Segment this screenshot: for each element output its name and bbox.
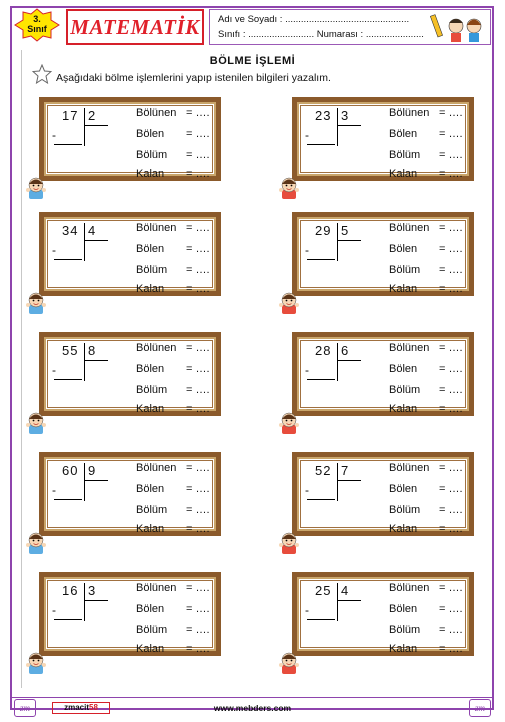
dividend-label: Bölünen xyxy=(389,462,430,474)
dividend-blank[interactable]: = …. xyxy=(186,342,210,354)
dividend-blank[interactable]: = …. xyxy=(186,462,210,474)
problem-card xyxy=(292,332,474,416)
quotient-blank[interactable]: = …. xyxy=(439,384,463,396)
dividend-blank[interactable]: = …. xyxy=(439,222,463,234)
remainder-blank[interactable]: = …. xyxy=(439,523,463,535)
name-line: Adı ve Soyadı : ............................................... xyxy=(218,14,410,25)
divisor-number: 4 xyxy=(88,223,96,238)
subtraction-line xyxy=(54,259,82,260)
divisor-blank[interactable]: = …. xyxy=(186,243,210,255)
division-bracket-horizontal xyxy=(84,240,108,241)
division-bracket-horizontal xyxy=(337,240,361,241)
division-bracket-vertical xyxy=(337,343,338,381)
divisor-label: Bölen xyxy=(389,243,418,255)
child-cartoon-icon xyxy=(25,175,47,199)
quotient-blank[interactable]: = …. xyxy=(186,384,210,396)
child-cartoon-icon xyxy=(278,410,300,434)
problem-card xyxy=(292,572,474,656)
divisor-number: 3 xyxy=(341,108,349,123)
quotient-label: Bölüm xyxy=(389,149,421,161)
child-cartoon-icon xyxy=(278,650,300,674)
division-bracket-horizontal xyxy=(84,480,108,481)
dividend-number: 55 xyxy=(62,343,79,358)
problem-card xyxy=(292,452,474,536)
division-bracket-vertical xyxy=(84,223,85,261)
divisor-number: 4 xyxy=(341,583,349,598)
problem-card xyxy=(292,212,474,296)
child-cartoon-icon xyxy=(278,530,300,554)
divisor-blank[interactable]: = …. xyxy=(439,483,463,495)
quotient-label: Bölüm xyxy=(389,264,421,276)
division-bracket-vertical xyxy=(84,108,85,146)
dividend-number: 34 xyxy=(62,223,79,238)
margin-line xyxy=(21,50,22,688)
dividend-label: Bölünen xyxy=(389,107,430,119)
quotient-label: Bölüm xyxy=(136,149,168,161)
star-icon xyxy=(32,64,52,84)
quotient-blank[interactable]: = …. xyxy=(186,264,210,276)
footer-tag-number: 58 xyxy=(89,703,98,712)
dividend-label: Bölünen xyxy=(389,222,430,234)
dividend-blank[interactable]: = …. xyxy=(186,107,210,119)
divisor-number: 3 xyxy=(88,583,96,598)
problem-card xyxy=(39,572,221,656)
dividend-number: 29 xyxy=(315,223,332,238)
problem-card xyxy=(39,97,221,181)
quotient-label: Bölüm xyxy=(136,264,168,276)
minus-sign: - xyxy=(52,603,56,617)
dividend-blank[interactable]: = …. xyxy=(439,582,463,594)
problem-card xyxy=(39,332,221,416)
dividend-label: Bölünen xyxy=(389,342,430,354)
remainder-blank[interactable]: = …. xyxy=(186,283,210,295)
remainder-blank[interactable]: = …. xyxy=(186,168,210,180)
dividend-blank[interactable]: = …. xyxy=(439,342,463,354)
minus-sign: - xyxy=(52,243,56,257)
remainder-label: Kalan xyxy=(389,403,418,415)
child-cartoon-icon xyxy=(25,290,47,314)
child-cartoon-icon xyxy=(25,650,47,674)
divisor-label: Bölen xyxy=(136,363,165,375)
remainder-blank[interactable]: = …. xyxy=(439,168,463,180)
quotient-label: Bölüm xyxy=(136,624,168,636)
dividend-number: 23 xyxy=(315,108,332,123)
dividend-number: 60 xyxy=(62,463,79,478)
division-bracket-vertical xyxy=(337,108,338,146)
subtraction-line xyxy=(307,499,335,500)
child-cartoon-icon xyxy=(25,530,47,554)
divisor-label: Bölen xyxy=(136,603,165,615)
divisor-label: Bölen xyxy=(389,363,418,375)
remainder-blank[interactable]: = …. xyxy=(186,403,210,415)
remainder-label: Kalan xyxy=(389,643,418,655)
dividend-label: Bölünen xyxy=(136,582,177,594)
divisor-number: 2 xyxy=(88,108,96,123)
minus-sign: - xyxy=(52,483,56,497)
subtraction-line xyxy=(54,379,82,380)
divisor-blank[interactable]: = …. xyxy=(439,603,463,615)
minus-sign: - xyxy=(305,603,309,617)
divisor-number: 5 xyxy=(341,223,349,238)
dividend-number: 52 xyxy=(315,463,332,478)
quotient-label: Bölüm xyxy=(389,504,421,516)
dividend-blank[interactable]: = …. xyxy=(186,582,210,594)
division-bracket-vertical xyxy=(337,463,338,501)
divisor-blank[interactable]: = …. xyxy=(186,363,210,375)
divisor-number: 9 xyxy=(88,463,96,478)
subtraction-line xyxy=(307,619,335,620)
footer-divider xyxy=(10,697,494,698)
subtraction-line xyxy=(307,379,335,380)
kids-pencil-icon xyxy=(428,12,488,43)
dividend-label: Bölünen xyxy=(136,342,177,354)
dividend-blank[interactable]: = …. xyxy=(439,107,463,119)
subtraction-line xyxy=(307,144,335,145)
divisor-number: 7 xyxy=(341,463,349,478)
divisor-number: 6 xyxy=(341,343,349,358)
remainder-label: Kalan xyxy=(136,643,165,655)
division-bracket-vertical xyxy=(337,223,338,261)
division-bracket-horizontal xyxy=(337,360,361,361)
problem-card xyxy=(39,452,221,536)
quotient-blank[interactable]: = …. xyxy=(186,624,210,636)
remainder-blank[interactable]: = …. xyxy=(186,523,210,535)
dividend-blank[interactable]: = …. xyxy=(439,462,463,474)
division-bracket-vertical xyxy=(84,343,85,381)
dividend-number: 28 xyxy=(315,343,332,358)
subtraction-line xyxy=(54,499,82,500)
sheet-title: BÖLME İŞLEMİ xyxy=(209,55,296,67)
division-bracket-horizontal xyxy=(84,600,108,601)
division-bracket-vertical xyxy=(84,583,85,621)
grade-text xyxy=(14,14,60,34)
divisor-label: Bölen xyxy=(389,603,418,615)
remainder-label: Kalan xyxy=(136,523,165,535)
division-bracket-vertical xyxy=(84,463,85,501)
division-bracket-horizontal xyxy=(337,125,361,126)
minus-sign: - xyxy=(305,243,309,257)
divisor-blank[interactable]: = …. xyxy=(186,128,210,140)
division-bracket-horizontal xyxy=(84,125,108,126)
minus-sign: - xyxy=(305,483,309,497)
divisor-blank[interactable]: = …. xyxy=(439,243,463,255)
child-cartoon-icon xyxy=(278,290,300,314)
footer-logo-left: zm xyxy=(14,699,36,717)
footer-url: www.mebders.com xyxy=(213,703,292,713)
dividend-label: Bölünen xyxy=(136,462,177,474)
remainder-label: Kalan xyxy=(389,283,418,295)
divisor-label: Bölen xyxy=(136,243,165,255)
divisor-label: Bölen xyxy=(136,128,165,140)
division-bracket-horizontal xyxy=(337,600,361,601)
divisor-blank[interactable]: = …. xyxy=(439,363,463,375)
division-bracket-horizontal xyxy=(84,360,108,361)
minus-sign: - xyxy=(305,128,309,142)
student-info-box xyxy=(209,9,491,45)
grade-number: 3. xyxy=(33,14,41,24)
dividend-number: 25 xyxy=(315,583,332,598)
minus-sign: - xyxy=(52,363,56,377)
subtraction-line xyxy=(54,619,82,620)
divisor-label: Bölen xyxy=(389,483,418,495)
quotient-blank[interactable]: = …. xyxy=(439,149,463,161)
dividend-number: 16 xyxy=(62,583,79,598)
subject-title-box xyxy=(66,9,204,45)
dividend-number: 17 xyxy=(62,108,79,123)
quotient-blank[interactable]: = …. xyxy=(186,149,210,161)
divisor-blank[interactable]: = …. xyxy=(186,483,210,495)
remainder-label: Kalan xyxy=(136,168,165,180)
divisor-label: Bölen xyxy=(389,128,418,140)
problem-card xyxy=(292,97,474,181)
quotient-blank[interactable]: = …. xyxy=(439,504,463,516)
divisor-blank[interactable]: = …. xyxy=(186,603,210,615)
instruction-text: Aşağıdaki bölme işlemlerini yapıp istenilen bilgileri yazalım. xyxy=(56,72,331,84)
footer-logo-right: zm xyxy=(469,699,491,717)
remainder-blank[interactable]: = …. xyxy=(439,283,463,295)
dividend-label: Bölünen xyxy=(136,107,177,119)
subtraction-line xyxy=(54,144,82,145)
grade-badge xyxy=(14,8,60,42)
minus-sign: - xyxy=(305,363,309,377)
quotient-label: Bölüm xyxy=(389,624,421,636)
remainder-label: Kalan xyxy=(389,523,418,535)
minus-sign: - xyxy=(52,128,56,142)
remainder-blank[interactable]: = …. xyxy=(439,643,463,655)
dividend-label: Bölünen xyxy=(136,222,177,234)
footer-tag-prefix: zmacit xyxy=(64,703,89,712)
remainder-label: Kalan xyxy=(136,403,165,415)
subject-title: MATEMATİK xyxy=(70,14,200,39)
remainder-blank[interactable]: = …. xyxy=(439,403,463,415)
child-cartoon-icon xyxy=(25,410,47,434)
grade-word: Sınıf xyxy=(27,24,47,34)
dividend-label: Bölünen xyxy=(389,582,430,594)
remainder-blank[interactable]: = …. xyxy=(186,643,210,655)
subtraction-line xyxy=(307,259,335,260)
divisor-label: Bölen xyxy=(136,483,165,495)
quotient-label: Bölüm xyxy=(389,384,421,396)
divisor-number: 8 xyxy=(88,343,96,358)
quotient-blank[interactable]: = …. xyxy=(439,624,463,636)
quotient-label: Bölüm xyxy=(136,384,168,396)
remainder-label: Kalan xyxy=(136,283,165,295)
remainder-label: Kalan xyxy=(389,168,418,180)
division-bracket-horizontal xyxy=(337,480,361,481)
child-cartoon-icon xyxy=(278,175,300,199)
quotient-blank[interactable]: = …. xyxy=(186,504,210,516)
division-bracket-vertical xyxy=(337,583,338,621)
problem-card xyxy=(39,212,221,296)
quotient-blank[interactable]: = …. xyxy=(439,264,463,276)
dividend-blank[interactable]: = …. xyxy=(186,222,210,234)
divisor-blank[interactable]: = …. xyxy=(439,128,463,140)
quotient-label: Bölüm xyxy=(136,504,168,516)
class-line: Sınıfı : ......................... Numarası : ...................... xyxy=(218,29,424,40)
